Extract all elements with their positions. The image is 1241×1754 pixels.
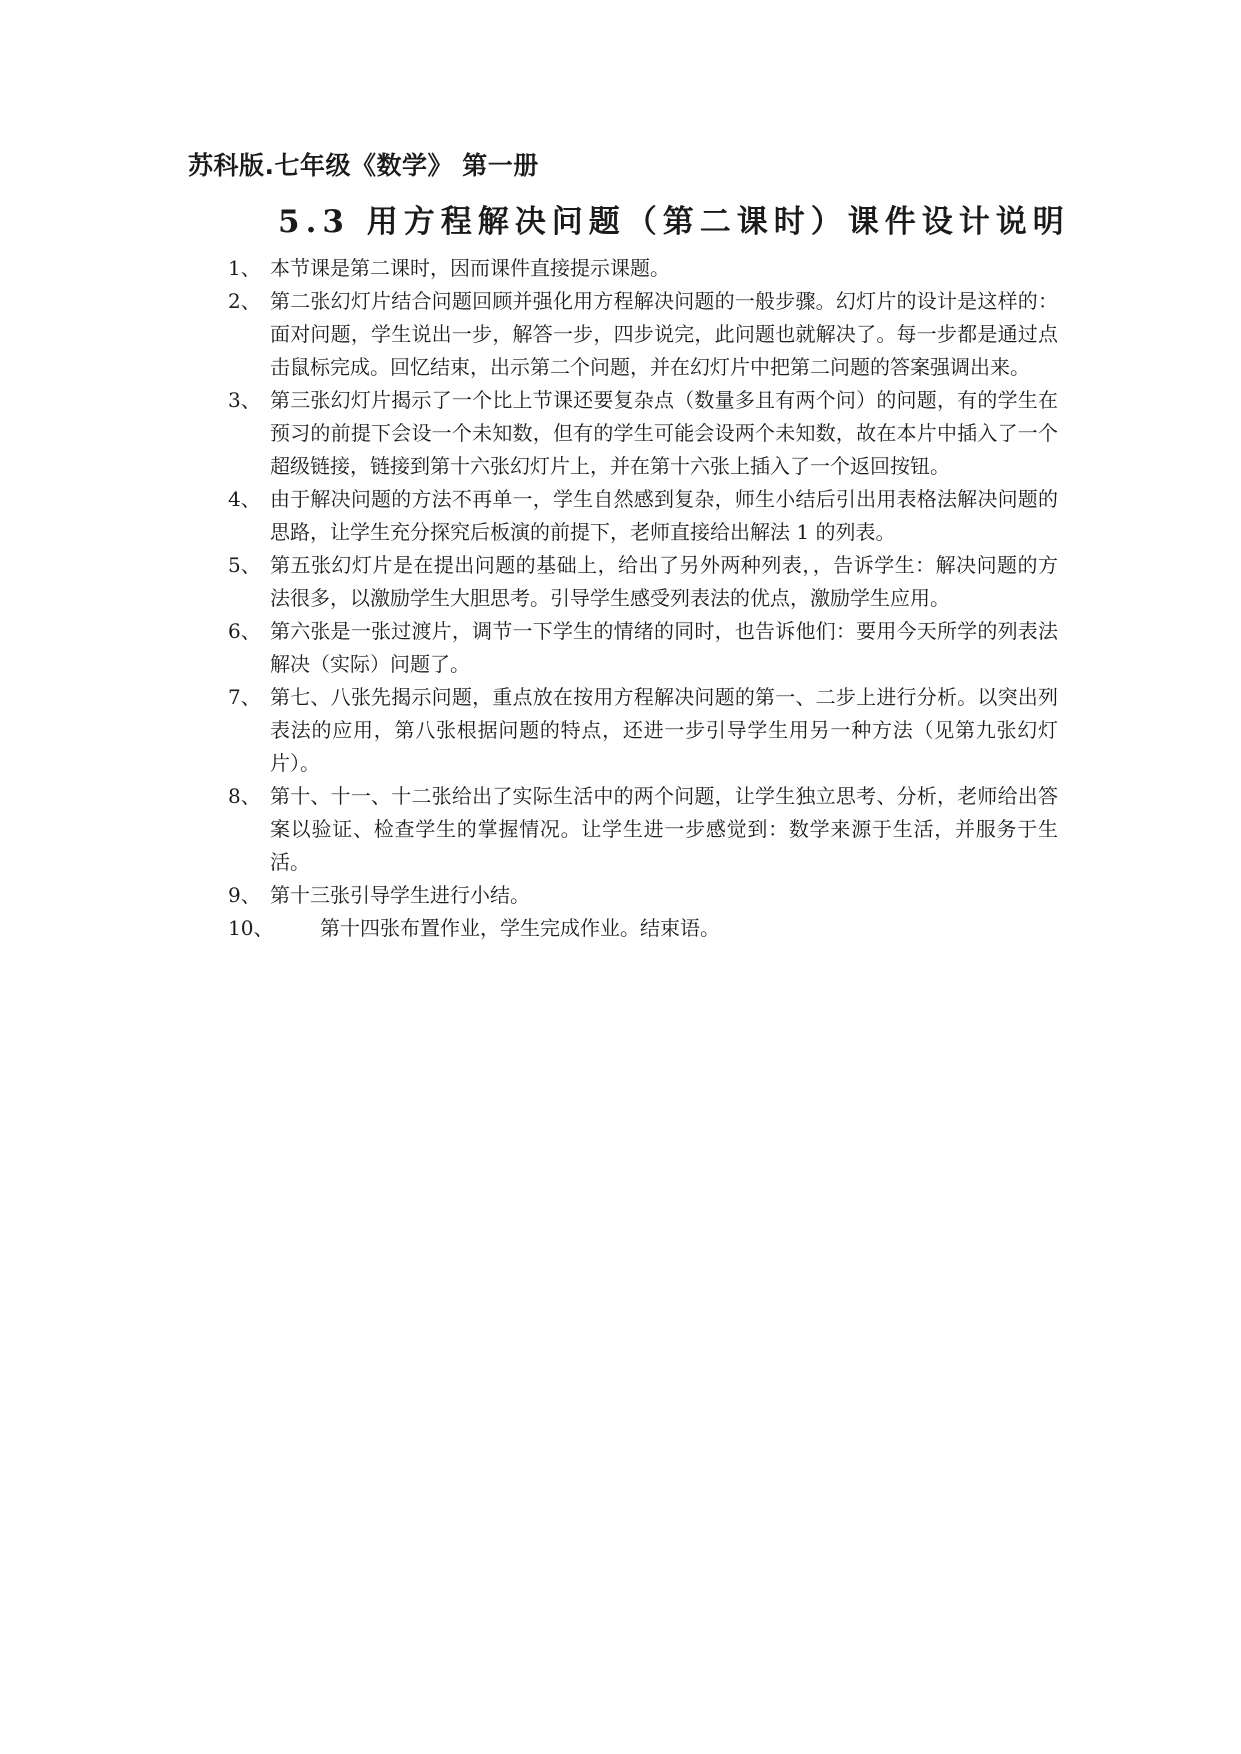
list-item	[228, 879, 1058, 912]
list-item	[228, 780, 1058, 879]
item-text: 第十四张布置作业，学生完成作业。结束语。	[320, 916, 720, 940]
list-item	[228, 615, 1058, 681]
item-number: 3、	[228, 388, 261, 412]
item-text: 由于解决问题的方法不再单一，学生自然感到复杂，师生小结后引出用表格法解决问题的思路，让学生充分探究后板演的前提下，老师直接给出解法 1 的列表。	[270, 487, 1058, 544]
item-text: 第五张幻灯片是在提出问题的基础上，给出了另外两种列表，，告诉学生：解决问题的方法很多，以激励学生大胆思考。引导学生感受列表法的优点，激励学生应用。	[270, 553, 1058, 610]
item-number: 4、	[228, 487, 261, 511]
list-item	[228, 912, 1058, 945]
item-text: 第十、十一、十二张给出了实际生活中的两个问题，让学生独立思考、分析，老师给出答案以验证、检查学生的掌握情况。让学生进一步感觉到：数学来源于生活，并服务于生活。	[270, 784, 1058, 874]
item-number: 1、	[228, 256, 261, 280]
list-item	[228, 285, 1058, 384]
item-number: 2、	[228, 289, 261, 313]
document-title: 5.3 用方程解决问题（第二课时）课件设计说明	[278, 204, 1070, 240]
item-number: 5、	[228, 553, 261, 577]
item-text: 本节课是第二课时，因而课件直接提示课题。	[270, 256, 670, 280]
list-item	[228, 384, 1058, 483]
list-item	[228, 681, 1058, 780]
item-number: 6、	[228, 619, 261, 643]
document-header: 苏科版.七年级《数学》 第一册	[188, 151, 539, 180]
item-number: 10、	[228, 916, 274, 940]
item-text: 第七、八张先揭示问题，重点放在按用方程解决问题的第一、二步上进行分析。以突出列表法的应用，第八张根据问题的特点，还进一步引导学生用另一种方法（见第九张幻灯片）。	[270, 685, 1058, 775]
item-list	[228, 252, 1058, 945]
item-text: 第二张幻灯片结合问题回顾并强化用方程解决问题的一般步骤。幻灯片的设计是这样的：面对问题，学生说出一步，解答一步，四步说完，此问题也就解决了。每一步都是通过点击鼠标完成。回忆结束，出示第二个问题，并在幻灯片中把第二问题的答案强调出来。	[270, 289, 1058, 379]
item-number: 9、	[228, 883, 261, 907]
item-number: 8、	[228, 784, 261, 808]
list-item	[228, 252, 1058, 285]
item-number: 7、	[228, 685, 261, 709]
item-text: 第六张是一张过渡片，调节一下学生的情绪的同时，也告诉他们：要用今天所学的列表法解决（实际）问题了。	[270, 619, 1058, 676]
item-text: 第三张幻灯片揭示了一个比上节课还要复杂点（数量多且有两个问）的问题，有的学生在预习的前提下会设一个未知数，但有的学生可能会设两个未知数，故在本片中插入了一个超级链接，链接到第十六张幻灯片上，并在第十六张上插入了一个返回按钮。	[270, 388, 1058, 478]
item-text: 第十三张引导学生进行小结。	[270, 883, 530, 907]
list-item	[228, 483, 1058, 549]
list-item	[228, 549, 1058, 615]
